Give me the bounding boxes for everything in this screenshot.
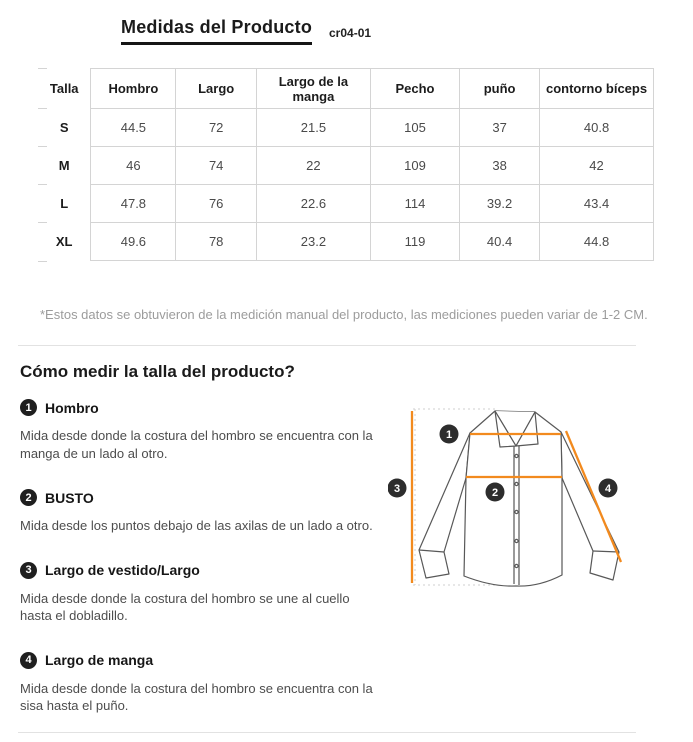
cell-value: 40.8 xyxy=(540,109,654,147)
cell-value: 72 xyxy=(176,109,257,147)
column-header-largo: Largo xyxy=(176,69,257,109)
cell-value: 119 xyxy=(370,223,459,261)
callout-3-number: 3 xyxy=(393,483,401,495)
cell-value: 74 xyxy=(176,147,257,185)
bottom-divider xyxy=(18,732,636,733)
table-row-xl xyxy=(38,223,654,261)
cell-value: 42 xyxy=(540,147,654,185)
size-label: M xyxy=(38,147,91,185)
cell-value: 39.2 xyxy=(460,185,540,223)
callout-1-number: 1 xyxy=(445,429,453,441)
how-to-measure-title: Cómo medir la talla del producto? xyxy=(20,362,295,381)
step-label: BUSTO xyxy=(45,489,94,506)
measure-steps xyxy=(20,399,382,742)
step-label: Largo de manga xyxy=(45,652,154,669)
step-busto xyxy=(20,489,382,535)
step-largo xyxy=(20,562,382,625)
cell-value: 43.4 xyxy=(540,185,654,223)
page-title: Medidas del Producto xyxy=(121,17,312,45)
cell-value: 37 xyxy=(460,109,540,147)
column-header-talla: Talla xyxy=(38,69,91,109)
step-label: Hombro xyxy=(45,399,99,416)
cell-value: 47.8 xyxy=(91,185,176,223)
shirt-measure-diagram xyxy=(388,394,690,606)
cell-value: 76 xyxy=(176,185,257,223)
column-header-pecho: Pecho xyxy=(370,69,459,109)
shirt-left-sleeve xyxy=(419,433,470,578)
product-code: cr04-01 xyxy=(329,26,372,40)
cell-value: 38 xyxy=(460,147,540,185)
table-row-m xyxy=(38,147,654,185)
cell-value: 21.5 xyxy=(256,109,370,147)
measurement-disclaimer: *Estos datos se obtuvieron de la medición manual del producto, las mediciones pueden variar de 1-2 CM. xyxy=(40,307,648,322)
column-header-biceps: contorno bíceps xyxy=(540,69,654,109)
step-number-badge: 1 xyxy=(20,399,37,416)
step-number-badge: 2 xyxy=(20,489,37,506)
cell-value: 109 xyxy=(370,147,459,185)
cell-value: 44.8 xyxy=(540,223,654,261)
cell-value: 22 xyxy=(256,147,370,185)
section-divider xyxy=(18,345,636,346)
step-number-badge: 4 xyxy=(20,652,37,669)
table-header-row xyxy=(38,69,654,109)
step-description: Mida desde donde la costura del hombro se encuentra con la sisa hasta el puño. xyxy=(20,680,373,714)
column-header-puno: puño xyxy=(460,69,540,109)
size-label: S xyxy=(38,109,91,147)
shirt-illustration xyxy=(388,394,690,606)
cell-value: 114 xyxy=(370,185,459,223)
cell-value: 78 xyxy=(176,223,257,261)
column-header-largo-manga: Largo de la manga xyxy=(256,69,370,109)
size-label: XL xyxy=(38,223,91,261)
step-hombro xyxy=(20,399,382,462)
cell-value: 23.2 xyxy=(256,223,370,261)
size-table xyxy=(38,68,654,261)
callout-4-number: 4 xyxy=(604,483,612,495)
step-largo-manga xyxy=(20,652,382,715)
cell-value: 49.6 xyxy=(91,223,176,261)
step-description: Mida desde donde la costura del hombro se encuentra con la manga de un lado al otro. xyxy=(20,428,373,461)
step-description: Mida desde donde la costura del hombro se une al cuello hasta el dobladillo. xyxy=(20,590,350,624)
cell-value: 46 xyxy=(91,147,176,185)
callout-2-number: 2 xyxy=(491,487,499,499)
column-header-hombro: Hombro xyxy=(91,69,176,109)
cell-value: 40.4 xyxy=(460,223,540,261)
shirt-right-sleeve xyxy=(561,432,619,580)
table-row-s xyxy=(38,109,654,147)
table-row-l xyxy=(38,185,654,223)
cell-value: 105 xyxy=(370,109,459,147)
step-label: Largo de vestido/Largo xyxy=(45,562,200,579)
cell-value: 44.5 xyxy=(91,109,176,147)
cell-value: 22.6 xyxy=(256,185,370,223)
step-number-badge: 3 xyxy=(20,562,37,579)
size-label: L xyxy=(38,185,91,223)
step-description: Mida desde los puntos debajo de las axilas de un lado a otro. xyxy=(20,518,373,534)
